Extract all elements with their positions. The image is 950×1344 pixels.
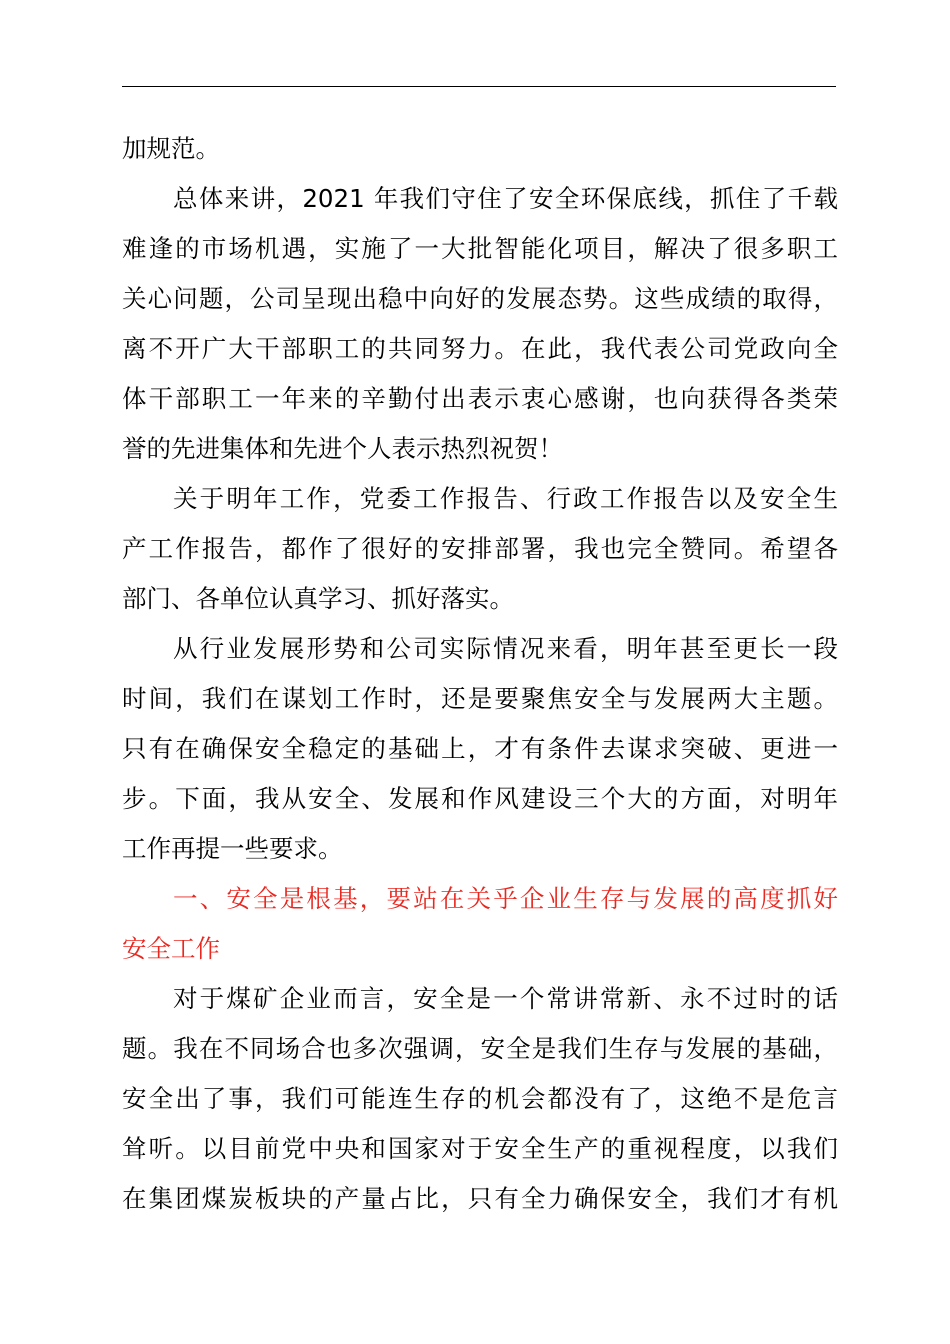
section-heading: 一、安全是根基，要站在关乎企业生存与发展的高度抓好 — [173, 884, 838, 913]
text-line: 体干部职工一年来的辛勤付出表示衷心感谢，也向获得各类荣 — [122, 384, 838, 413]
text-line: 加规范。 — [122, 134, 220, 163]
section-heading: 安全工作 — [122, 934, 220, 963]
text-line: 总体来讲，2021 年我们守住了安全环保底线，抓住了千载 — [173, 184, 838, 213]
text-line: 只有在确保安全稳定的基础上，才有条件去谋求突破、更进一 — [122, 734, 838, 763]
text-line: 难逢的市场机遇，实施了一大批智能化项目，解决了很多职工 — [122, 234, 838, 263]
text-line: 离不开广大干部职工的共同努力。在此，我代表公司党政向全 — [122, 334, 838, 363]
text-line: 耸听。以目前党中央和国家对于安全生产的重视程度，以我们 — [122, 1134, 838, 1163]
text-line: 题。我在不同场合也多次强调，安全是我们生存与发展的基础， — [122, 1034, 838, 1063]
text-line: 关于明年工作，党委工作报告、行政工作报告以及安全生 — [173, 484, 838, 513]
text-line: 对于煤矿企业而言，安全是一个常讲常新、永不过时的话 — [173, 984, 838, 1013]
text-line: 部门、各单位认真学习、抓好落实。 — [122, 584, 514, 613]
header-rule — [122, 86, 836, 87]
text-line: 工作再提一些要求。 — [122, 834, 343, 863]
text-line: 产工作报告，都作了很好的安排部署，我也完全赞同。希望各 — [122, 534, 838, 563]
text-line: 步。下面，我从安全、发展和作风建设三个大的方面，对明年 — [122, 784, 838, 813]
text-line: 誉的先进集体和先进个人表示热烈祝贺！ — [122, 434, 563, 463]
text-line: 关心问题，公司呈现出稳中向好的发展态势。这些成绩的取得， — [122, 284, 838, 313]
text-line: 安全出了事，我们可能连生存的机会都没有了，这绝不是危言 — [122, 1084, 838, 1113]
text-line: 时间，我们在谋划工作时，还是要聚焦安全与发展两大主题。 — [122, 684, 838, 713]
text-line: 在集团煤炭板块的产量占比，只有全力确保安全，我们才有机 — [122, 1184, 838, 1213]
text-line: 从行业发展形势和公司实际情况来看，明年甚至更长一段 — [173, 634, 838, 663]
